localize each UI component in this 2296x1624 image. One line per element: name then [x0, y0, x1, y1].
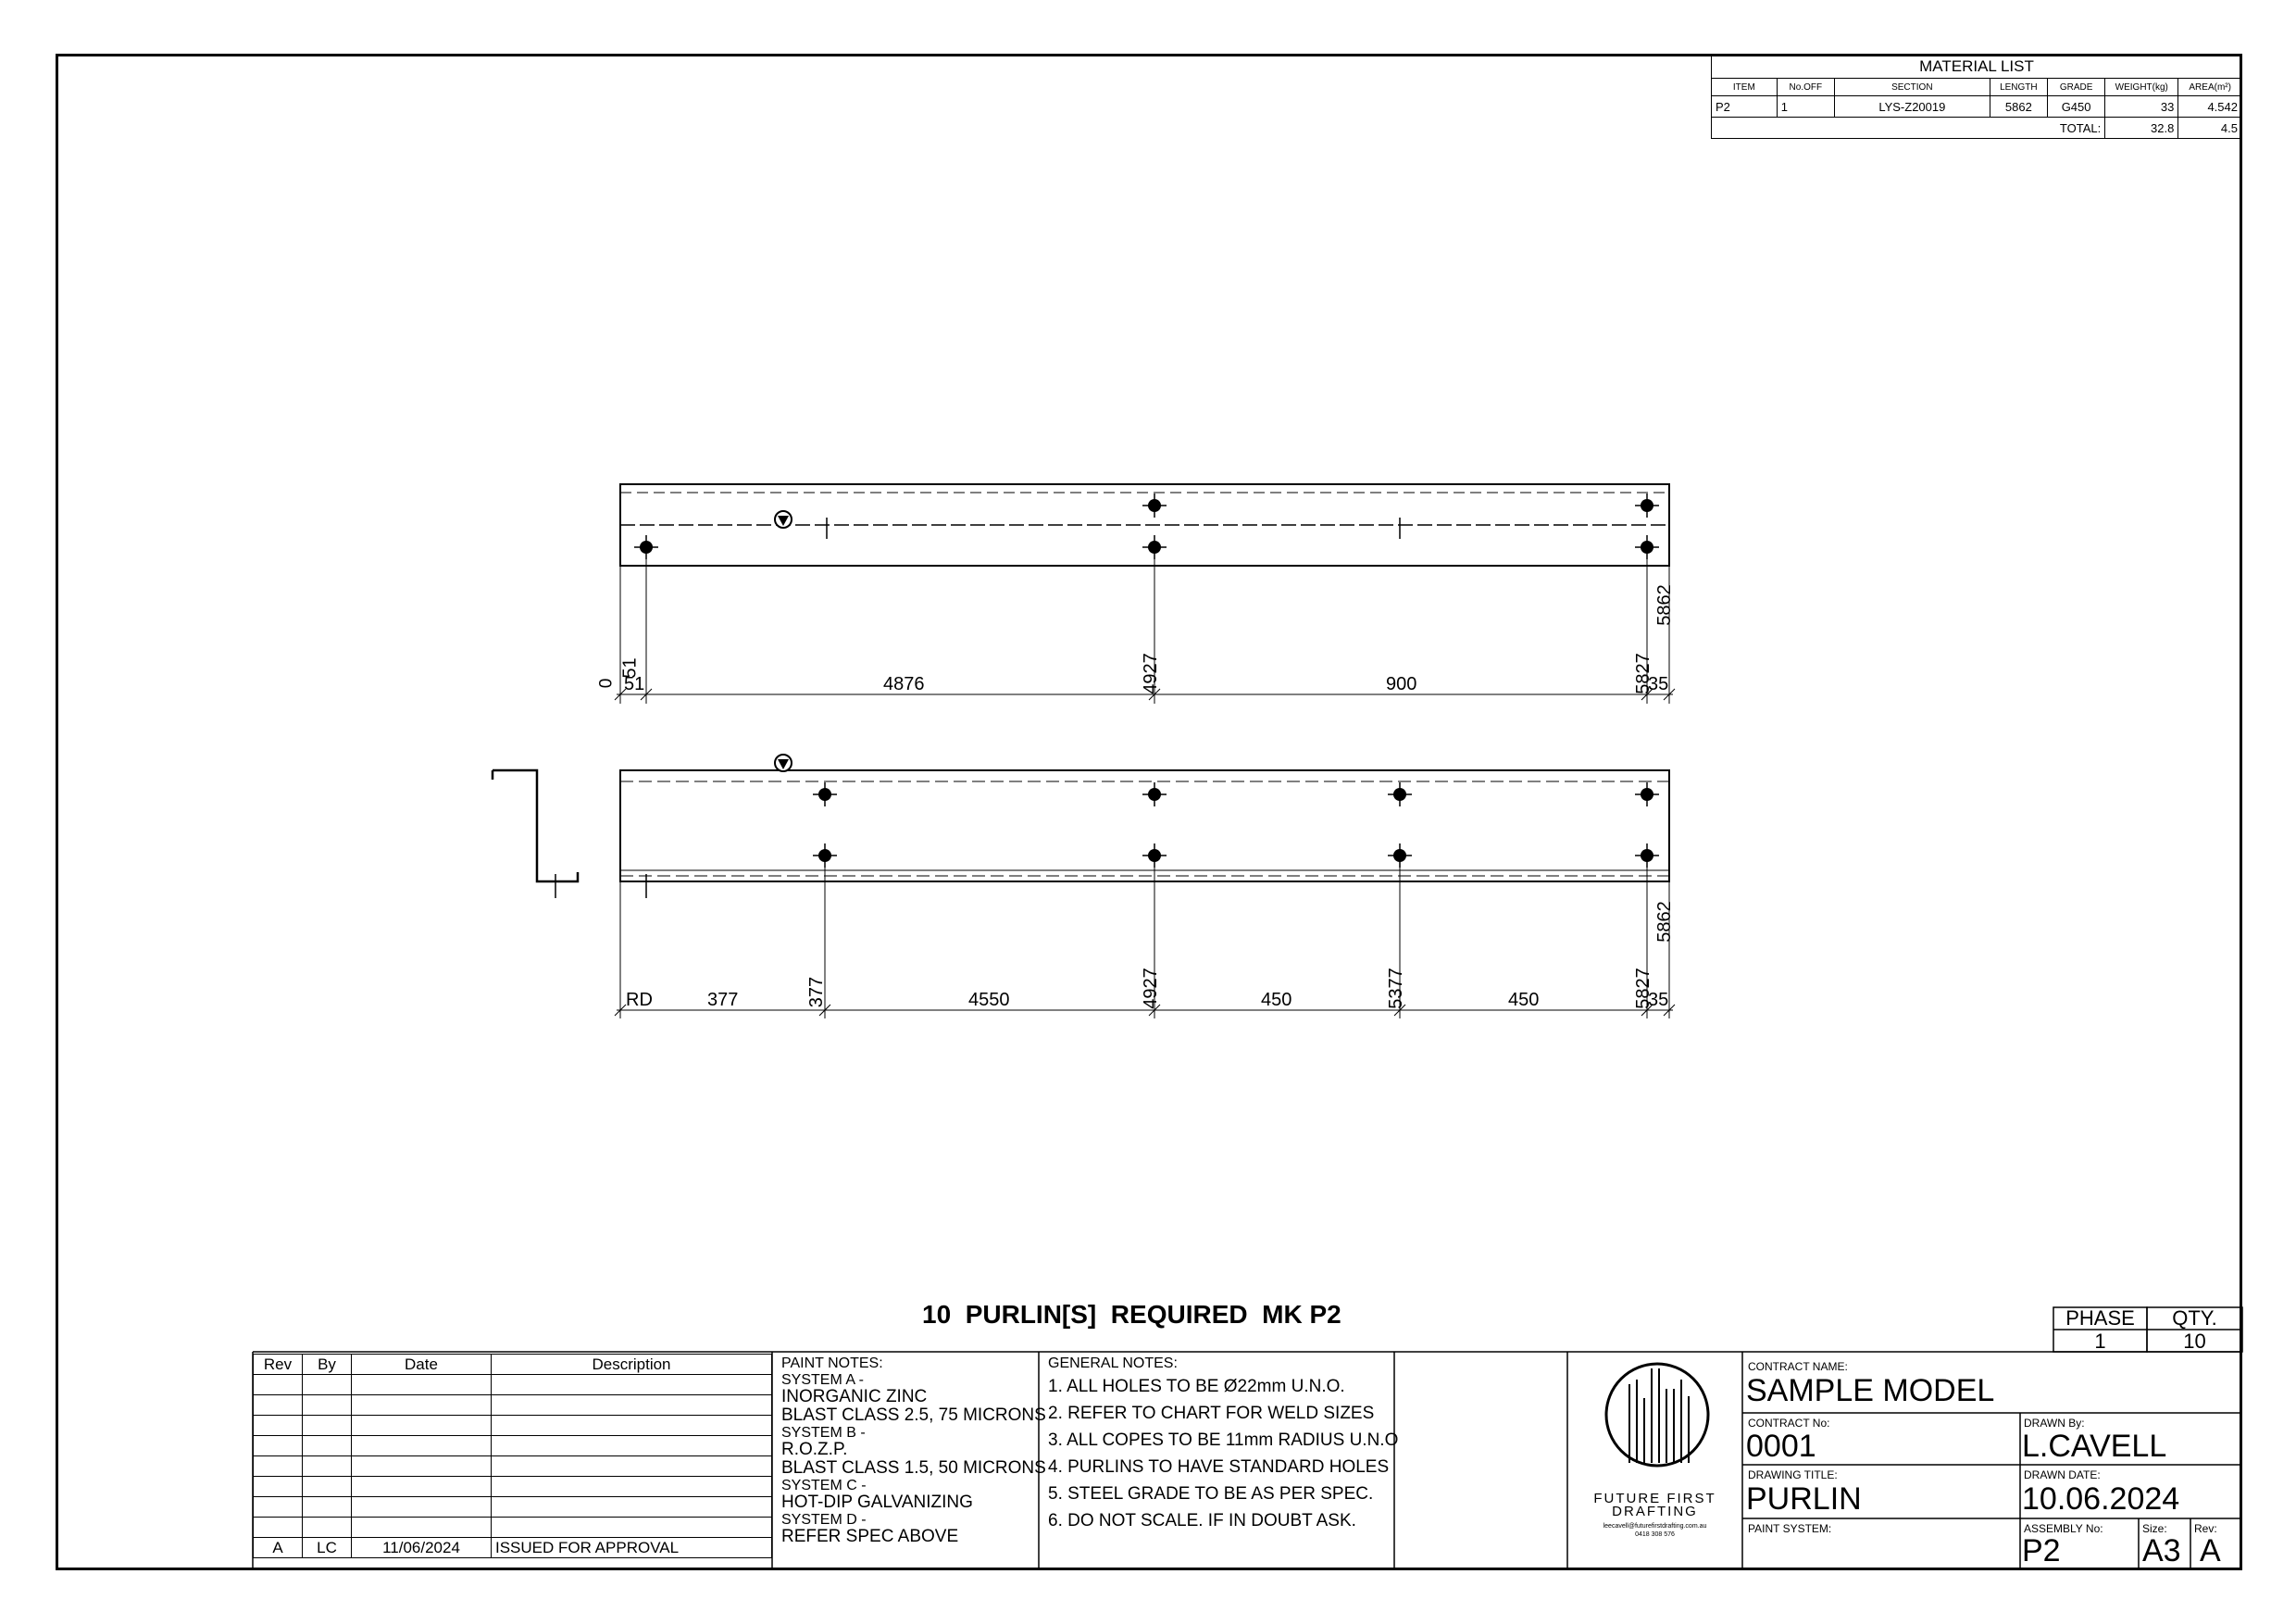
- dim-ordinate-zero: 0: [596, 678, 617, 689]
- contract-no: 0001: [1746, 1429, 1816, 1464]
- general-note: 4. PURLINS TO HAVE STANDARD HOLES: [1048, 1457, 1390, 1477]
- ml-header-grade: GRADE: [2047, 79, 2104, 96]
- logo-name-line1: FUTURE FIRST: [1593, 1491, 1716, 1506]
- paint-system-heading: SYSTEM B -: [781, 1425, 866, 1441]
- description-header: Description: [492, 1355, 772, 1375]
- dim-text: 35: [1648, 990, 1669, 1010]
- contract-name: SAMPLE MODEL: [1746, 1373, 1995, 1408]
- contract-no-label: CONTRACT No:: [1748, 1417, 1830, 1430]
- direction-flag-icon: [775, 511, 792, 528]
- size-label: Size:: [2142, 1522, 2167, 1535]
- ml-header-length: LENGTH: [1990, 79, 2047, 96]
- phase-label: PHASE: [2065, 1306, 2135, 1330]
- date-cell: 11/06/2024: [352, 1538, 492, 1558]
- paint-system-heading: SYSTEM C -: [781, 1478, 867, 1493]
- drawing-title-label: DRAWING TITLE:: [1748, 1468, 1838, 1481]
- qty-label: QTY.: [2172, 1306, 2217, 1330]
- paint-system-line: BLAST CLASS 1.5, 50 MICRONS: [781, 1458, 1046, 1478]
- dim-ordinate: 4927: [1140, 653, 1161, 694]
- dim-ordinate: 5377: [1385, 968, 1406, 1009]
- phase-value: 1: [2094, 1330, 2106, 1353]
- drawn-by-label: DRAWN By:: [2024, 1417, 2085, 1430]
- ml-cell-section: LYS-Z20019: [1834, 96, 1990, 118]
- dim-text: 450: [1508, 990, 1540, 1010]
- ml-header-item: ITEM: [1712, 79, 1778, 96]
- bolt-hole-icon: [813, 782, 837, 806]
- dim-ordinate: 5827: [1632, 968, 1653, 1009]
- by-cell: LC: [303, 1538, 352, 1558]
- dim-text: 4550: [968, 990, 1010, 1010]
- general-note: 1. ALL HOLES TO BE Ø22mm U.N.O.: [1048, 1377, 1345, 1396]
- bolt-hole-icon: [1142, 493, 1167, 518]
- dim-label-rd: RD: [626, 990, 653, 1010]
- paint-system-line: BLAST CLASS 2.5, 75 MICRONS: [781, 1405, 1046, 1425]
- ml-total-label: TOTAL:: [1712, 118, 2105, 139]
- by-header: By: [303, 1355, 352, 1375]
- dim-text: 51: [624, 674, 645, 694]
- ml-header-section: SECTION: [1834, 79, 1990, 96]
- logo-phone: 0418 308 576: [1635, 1531, 1675, 1538]
- dim-ordinate: 5862: [1653, 584, 1675, 626]
- paint-notes-title: PAINT NOTES:: [781, 1355, 883, 1371]
- rev-label: Rev:: [2194, 1522, 2217, 1535]
- ml-total-area: 4.5: [2178, 118, 2242, 139]
- ml-header-area: AREA(m²): [2178, 79, 2242, 96]
- z-section-profile: [493, 770, 578, 881]
- general-note: 3. ALL COPES TO BE 11mm RADIUS U.N.O: [1048, 1430, 1399, 1450]
- date-header: Date: [352, 1355, 492, 1375]
- bolt-hole-icon: [1388, 782, 1412, 806]
- dim-ordinate: 5827: [1632, 653, 1653, 694]
- rev-header: Rev: [254, 1355, 303, 1375]
- dim-text: 377: [707, 990, 739, 1010]
- bolt-hole-icon: [1635, 782, 1659, 806]
- assembly-no: P2: [2022, 1533, 2061, 1568]
- logo-wordmark: [1567, 1493, 1742, 1518]
- dim-text: 35: [1648, 674, 1669, 694]
- dim-ordinate: 5862: [1653, 901, 1675, 943]
- general-note: 6. DO NOT SCALE. IF IN DOUBT ASK.: [1048, 1511, 1356, 1530]
- ml-cell-grade: G450: [2047, 96, 2104, 118]
- paint-system-line: REFER SPEC ABOVE: [781, 1527, 959, 1546]
- drawn-by: L.CAVELL: [2022, 1429, 2167, 1464]
- general-note: 5. STEEL GRADE TO BE AS PER SPEC.: [1048, 1484, 1374, 1504]
- revision-table: [253, 1354, 772, 1558]
- paint-system-label: PAINT SYSTEM:: [1748, 1522, 1832, 1535]
- ml-cell-item: P2: [1712, 96, 1778, 118]
- paint-system-heading: SYSTEM A -: [781, 1372, 864, 1388]
- material-list-title: MATERIAL LIST: [1712, 56, 2242, 79]
- ml-total-weight: 32.8: [2105, 118, 2178, 139]
- required-title: 10 PURLIN[S] REQUIRED MK P2: [922, 1300, 1341, 1329]
- ml-cell-length: 5862: [1990, 96, 2047, 118]
- dim-ordinate: 4927: [1140, 968, 1161, 1009]
- drawn-date: 10.06.2024: [2022, 1481, 2180, 1517]
- dim-ordinate: 377: [806, 976, 828, 1008]
- ml-header-nooff: No.OFF: [1777, 79, 1834, 96]
- drawn-date-label: DRAWN DATE:: [2024, 1468, 2101, 1481]
- ml-header-weight: WEIGHT(kg): [2105, 79, 2178, 96]
- general-note: 2. REFER TO CHART FOR WELD SIZES: [1048, 1404, 1375, 1423]
- drawing-title: PURLIN: [1746, 1481, 1862, 1517]
- paint-system-heading: SYSTEM D -: [781, 1512, 867, 1528]
- rev-cell: A: [254, 1538, 303, 1558]
- dim-text: 900: [1386, 674, 1417, 694]
- ml-cell-nooff: 1: [1777, 96, 1834, 118]
- direction-flag-icon: [775, 755, 792, 771]
- company-logo: [1606, 1364, 1708, 1466]
- dim-text: 450: [1261, 990, 1292, 1010]
- ml-cell-area: 4.542: [2178, 96, 2242, 118]
- bolt-hole-icon: [1142, 782, 1167, 806]
- paint-notes-list: [781, 1372, 1046, 1546]
- general-notes-title: GENERAL NOTES:: [1048, 1355, 1178, 1371]
- dim-text: 4876: [883, 674, 925, 694]
- size-value: A3: [2142, 1533, 2181, 1568]
- paint-system-line: HOT-DIP GALVANIZING: [781, 1493, 973, 1512]
- description-cell: ISSUED FOR APPROVAL: [492, 1538, 772, 1558]
- contract-name-label: CONTRACT NAME:: [1748, 1360, 1848, 1373]
- ml-cell-weight: 33: [2105, 96, 2178, 118]
- logo-name-line2: DRAFTING: [1612, 1504, 1698, 1519]
- bolt-hole-icon: [1635, 493, 1659, 518]
- logo-contact: [1567, 1522, 1742, 1539]
- rev-value: A: [2200, 1533, 2221, 1568]
- paint-system-line: R.O.Z.P.: [781, 1440, 848, 1459]
- qty-value: 10: [2183, 1330, 2206, 1353]
- assembly-no-label: ASSEMBLY No:: [2024, 1522, 2103, 1535]
- paint-system-line: INORGANIC ZINC: [781, 1387, 928, 1406]
- logo-email: leecavell@futurefirstdrafting.com.au: [1603, 1523, 1707, 1530]
- dim-ordinate: 51: [619, 657, 641, 679]
